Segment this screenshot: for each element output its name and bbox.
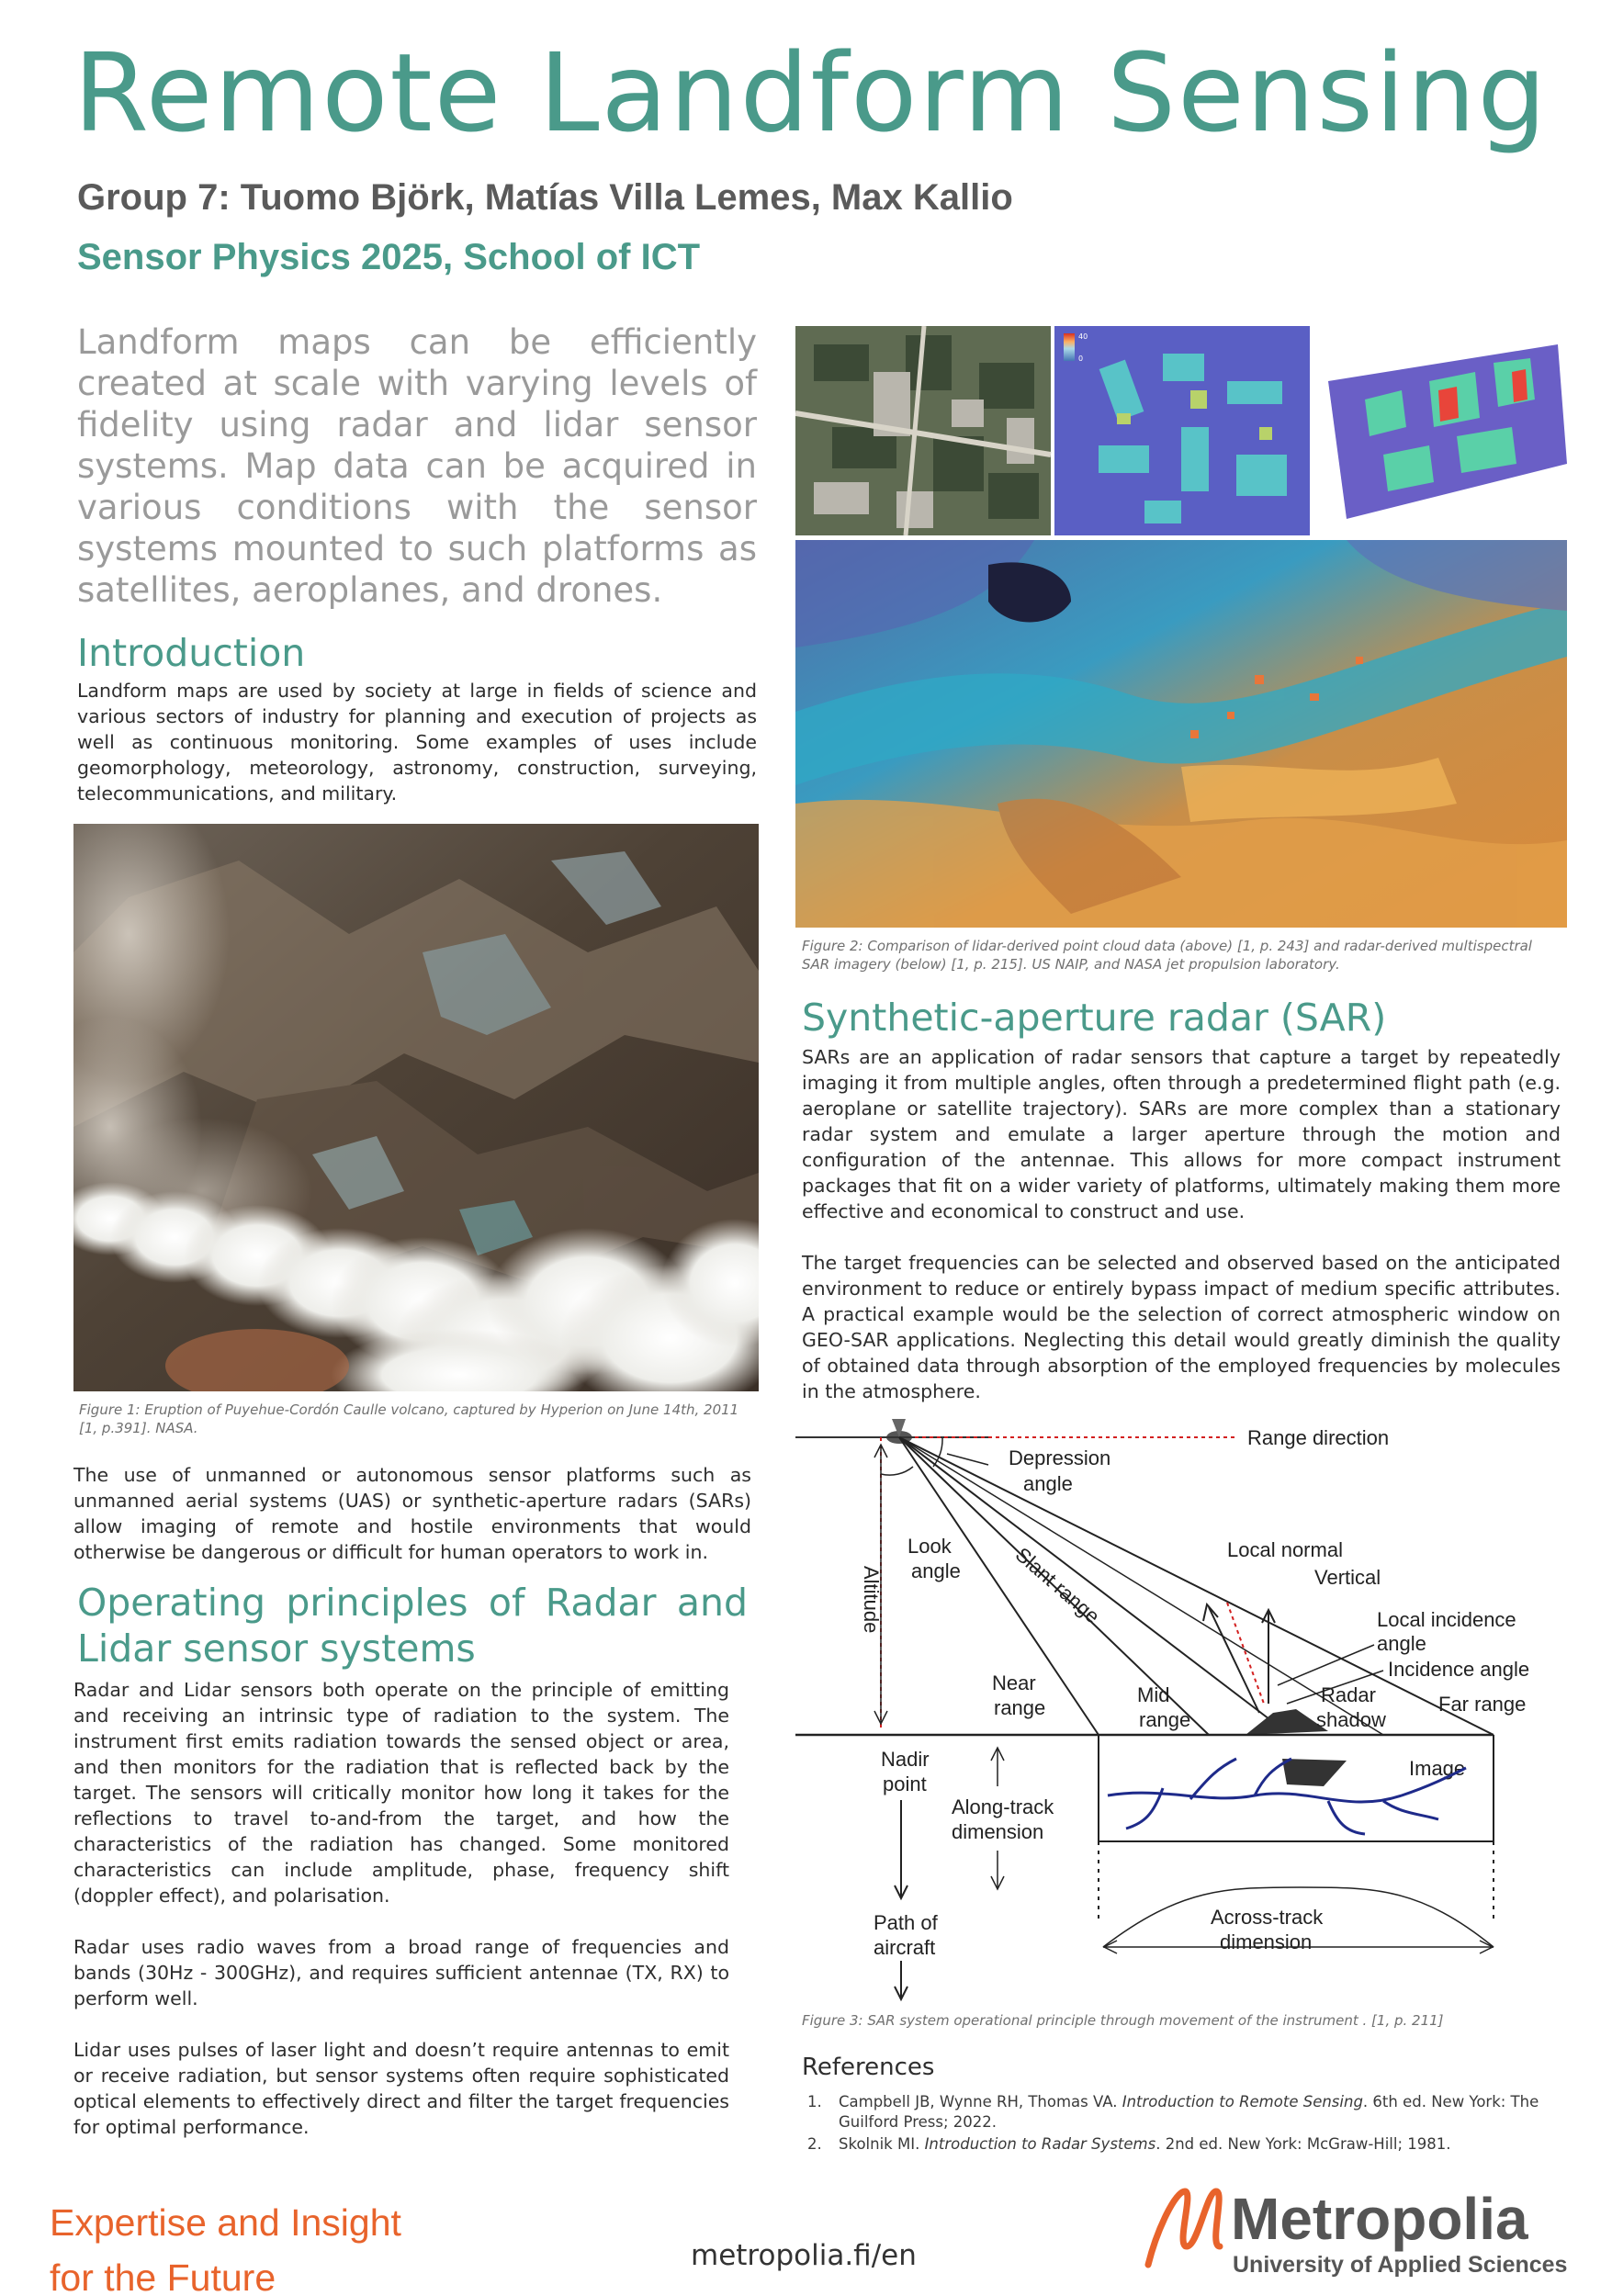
metropolia-logo xyxy=(1139,2173,1571,2283)
label-look: Look xyxy=(907,1535,952,1558)
figure2-caption: Figure 2: Comparison of lidar-derived point cloud data (above) [1, p. 243] and radar-derived multispectral SAR imagery (below) [1, p. 215]. US NAIP, and NASA jet propulsion laboratory. xyxy=(802,938,1532,973)
label-depression: Depression xyxy=(1009,1446,1111,1469)
label-mid: Mid xyxy=(1137,1683,1170,1706)
label-near-range: range xyxy=(994,1696,1046,1719)
label-local-incidence: Local incidence xyxy=(1377,1608,1516,1631)
label-local-normal: Local normal xyxy=(1227,1538,1343,1561)
figure1-image xyxy=(73,824,759,1391)
figure2-image xyxy=(795,326,1567,928)
label-look-angle: angle xyxy=(911,1559,961,1582)
operating-principles-heading: Operating principles of Radar and Lidar sensor systems xyxy=(77,1581,748,1671)
operating-paragraph-2: Radar uses radio waves from a broad range of frequencies and bands (30Hz - 300GHz), and requires sufficient antennae (TX, RX) to perform well. xyxy=(73,1936,729,2009)
operating-paragraph-1: Radar and Lidar sensors both operate on the principle of emitting and receiving an intrinsic type of radiation to the system. The instrument first emits radiation towards the sensed object or area, and then monitors for the radiation that is reflected back by the target. The sensors will critically monitor how long it takes for the reflections to travel to-and-from the target, and how the characteristics of the radiation has changed. Some monitored characteristics can include amplitude, phase, frequency shift (doppler effect), and polarisation. xyxy=(73,1679,729,1907)
label-altitude: Altitude xyxy=(860,1566,883,1634)
lead-paragraph: Landform maps can be efficiently created at scale with varying levels of fidelity using radar and lidar sensor systems. Map data can be acquired in various conditions with the sensor systems mounted to such platforms as satellites, aeroplanes, and drones. xyxy=(77,322,757,610)
reference-item xyxy=(802,2092,1561,2133)
label-across-track: Across-track xyxy=(1211,1906,1324,1929)
figure1-caption: Figure 1: Eruption of Puyehue-Cordón Caulle volcano, captured by Hyperion on June 14th, 2011 [1, p.391]. NASA. xyxy=(79,1401,739,1436)
label-aircraft: aircraft xyxy=(874,1936,936,1959)
sar-heading: Synthetic-aperture radar (SAR) xyxy=(802,996,1387,1040)
sar-paragraph-2: The target frequencies can be selected and observed based on the anticipated environment to reduce or entirely bypass impact of medium specific attributes. A practical example would be the selection of correct atmospheric window on GEO-SAR applications. Neglecting this detail would greatly diminish the quality of obtained data through absorption of the employed frequencies by molecules in the atmosphere. xyxy=(802,1252,1561,1402)
label-radar: Radar xyxy=(1321,1683,1376,1706)
poster-title: Remote Landform Sensing xyxy=(73,29,1549,156)
operating-paragraph-3: Lidar uses pulses of laser light and doesn’t require antennas to emit or receive radiation, but sensor systems often require sophisticated optical elements to effectively direct and filter the target frequencies for optimal performance. xyxy=(73,2039,729,2138)
label-path-of: Path of xyxy=(874,1911,938,1934)
label-along-dimension: dimension xyxy=(952,1820,1044,1843)
logo-subtitle: University of Applied Sciences xyxy=(1233,2252,1568,2278)
label-nadir: Nadir xyxy=(881,1748,930,1771)
label-range-direction: Range direction xyxy=(1247,1426,1390,1449)
lidar-sar-comparison xyxy=(795,326,1567,928)
operating-principles-text xyxy=(73,1677,729,2140)
label-local-incidence-angle: angle xyxy=(1377,1632,1426,1655)
course-line: Sensor Physics 2025, School of ICT xyxy=(77,237,701,277)
sar-geometry-diagram xyxy=(795,1410,1567,2007)
label-along-track: Along-track xyxy=(952,1795,1054,1818)
references-heading: References xyxy=(802,2054,935,2081)
figure3-diagram xyxy=(795,1410,1567,2007)
reference-text: Skolnik MI. Introduction to Radar Systems. 2nd ed. New York: McGraw-Hill; 1981. xyxy=(839,2135,1451,2153)
aircraft-icon xyxy=(795,1419,988,1444)
authors: Group 7: Tuomo Björk, Matías Villa Lemes, Max Kallio xyxy=(77,177,1013,218)
footer-url-link[interactable]: metropolia.fi/en xyxy=(691,2239,917,2272)
introduction-text: Landform maps are used by society at large in fields of science and various sectors of industry for planning and execution of projects as well as continuous monitoring. Some examples of uses include geomorphology, meteorology, astronomy, construction, surveying, telecommunications, and military. xyxy=(77,680,757,805)
label-far-range: Far range xyxy=(1438,1693,1527,1716)
label-depression-angle: angle xyxy=(1023,1472,1073,1495)
reference-text: Campbell JB, Wynne RH, Thomas VA. Introduction to Remote Sensing. 6th ed. New York: The Guilford Press; 2022. xyxy=(839,2093,1539,2131)
uas-paragraph: The use of unmanned or autonomous sensor platforms such as unmanned aerial systems (UAS) or synthetic-aperture radars (SARs) allow imaging of remote and hostile environments that would otherwise be dangerous or difficult for human operators to work in. xyxy=(73,1464,751,1563)
label-across-dimension: dimension xyxy=(1220,1930,1313,1953)
label-near: Near xyxy=(992,1671,1036,1694)
reference-item xyxy=(802,2134,1561,2155)
reference-number: 2. xyxy=(807,2135,822,2153)
volcano-satellite-image xyxy=(73,824,759,1391)
figure3-caption: Figure 3: SAR system operational principle through movement of the instrument . [1, p. 211] xyxy=(802,2012,1444,2029)
footer-slogan: Expertise and Insight for the Future xyxy=(50,2201,401,2296)
label-point: point xyxy=(883,1773,927,1795)
label-image: Image xyxy=(1409,1757,1466,1780)
label-slant-range: Slant range xyxy=(1010,1542,1105,1628)
references-list xyxy=(802,2092,1561,2156)
label-vertical: Vertical xyxy=(1314,1566,1381,1589)
logo-name: Metropolia xyxy=(1231,2186,1528,2252)
label-mid-range: range xyxy=(1139,1708,1191,1731)
colorbar-max-label: 40 xyxy=(1078,332,1088,341)
metropolia-m-icon xyxy=(1139,2173,1571,2283)
label-shadow: shadow xyxy=(1316,1708,1386,1731)
label-incidence-angle: Incidence angle xyxy=(1388,1658,1530,1681)
sar-paragraph-1: SARs are an application of radar sensors that capture a target by repeatedly imaging it from multiple angles, often through a predetermined flight path (e.g. aeroplane or satellite trajectory). SARs are more complex than a stationary radar system and emulate a larger aperture through the motion and configuration of the antennae. This allows for more compact instrument packages that fit on a wider variety of platforms, ultimately making them more effective and economical to construct and use. xyxy=(802,1046,1561,1222)
sar-text xyxy=(802,1044,1561,1404)
colorbar-min-label: 0 xyxy=(1078,355,1084,363)
reference-number: 1. xyxy=(807,2093,822,2110)
introduction-heading: Introduction xyxy=(77,631,306,675)
